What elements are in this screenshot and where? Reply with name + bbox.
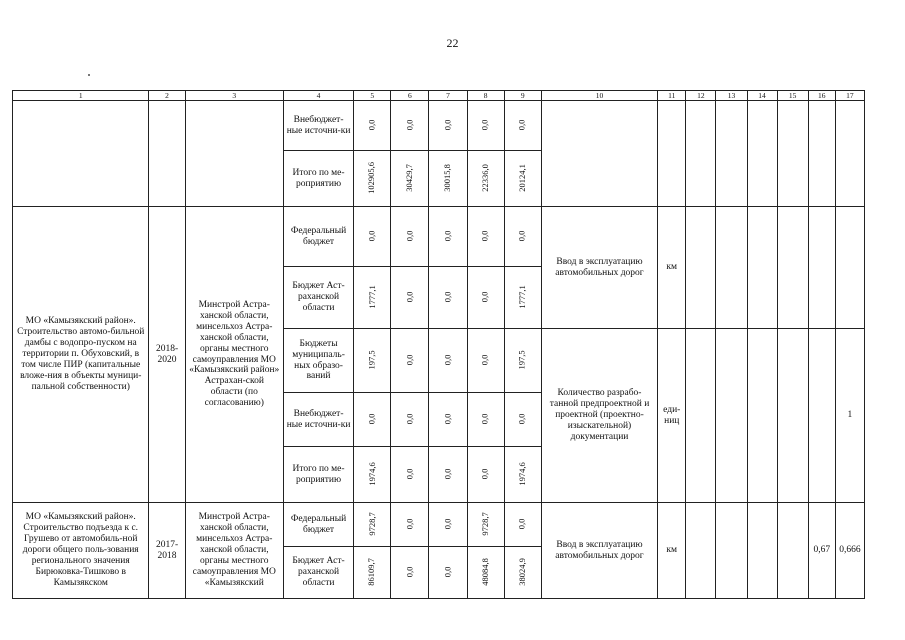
- program-table: [12, 90, 865, 599]
- funding-source: Итого по ме-роприятию: [283, 151, 353, 207]
- indicator-cell: [541, 101, 657, 207]
- col-number: 3: [185, 91, 283, 101]
- col-number: 5: [354, 91, 391, 101]
- period: 2018-2020: [149, 207, 185, 503]
- period-cell: [149, 101, 185, 207]
- value-cell: 0,0: [504, 207, 541, 267]
- page-number: 22: [446, 36, 459, 50]
- col-number: 2: [149, 91, 185, 101]
- value-cell: 0,0: [429, 267, 467, 329]
- empty-cell: [716, 503, 747, 599]
- indicator-value: 0,67: [808, 503, 835, 599]
- column-number-row: [13, 91, 865, 101]
- value-cell: 0,0: [391, 547, 429, 599]
- value-cell: 0,0: [429, 503, 467, 547]
- value-cell: 0,0: [391, 267, 429, 329]
- funding-source: Бюджет Аст-раханской области: [283, 267, 353, 329]
- empty-cell: [747, 207, 777, 329]
- empty-cell: [747, 503, 777, 599]
- empty-cell: [716, 207, 747, 329]
- scan-speck: [88, 74, 90, 76]
- executor: Минстрой Астра-ханской области, минсельхоз Астра-ханской области, органы местного самоуправления МО «Камызякский район» Астрахан-ской области (по согласованию): [185, 207, 283, 503]
- unit-cell: [658, 101, 686, 207]
- executor-cell: [185, 101, 283, 207]
- value-cell: 30429,7: [391, 151, 429, 207]
- indicator-unit: км: [658, 207, 686, 329]
- value-cell: 30015,8: [429, 151, 467, 207]
- value-cell: 0,0: [391, 101, 429, 151]
- value-cell: 1777,1: [504, 267, 541, 329]
- value-cell: 0,0: [354, 207, 391, 267]
- table-row: [13, 101, 865, 151]
- col-number: 17: [835, 91, 864, 101]
- executor: Минстрой Астра-ханской области, минсельхоз Астра-ханской области, органы местного самоуправления МО «Камызякский: [185, 503, 283, 599]
- value-cell: 0,0: [391, 207, 429, 267]
- value-cell: 22336,0: [467, 151, 504, 207]
- empty-cell: [808, 329, 835, 503]
- value-cell: 9728,7: [467, 503, 504, 547]
- indicator-value: 0,666: [835, 503, 864, 599]
- empty-cell: [808, 101, 835, 207]
- value-cell: 0,0: [467, 393, 504, 447]
- value-cell: 0,0: [429, 393, 467, 447]
- col-number: 7: [429, 91, 467, 101]
- value-cell: 0,0: [429, 547, 467, 599]
- empty-cell: [835, 101, 864, 207]
- col-number: 1: [13, 91, 149, 101]
- col-number: 6: [391, 91, 429, 101]
- value-cell: 197,5: [354, 329, 391, 393]
- funding-source: Федеральный бюджет: [283, 207, 353, 267]
- col-number: 9: [504, 91, 541, 101]
- value-cell: 9728,7: [354, 503, 391, 547]
- col-number: 14: [747, 91, 777, 101]
- value-cell: 197,5: [504, 329, 541, 393]
- value-cell: 0,0: [391, 503, 429, 547]
- value-cell: 0,0: [467, 207, 504, 267]
- value-cell: 0,0: [467, 329, 504, 393]
- empty-cell: [686, 207, 716, 329]
- empty-cell: [747, 329, 777, 503]
- value-cell: 102905,6: [354, 151, 391, 207]
- col-number: 13: [716, 91, 747, 101]
- value-cell: 0,0: [504, 393, 541, 447]
- value-cell: 1777,1: [354, 267, 391, 329]
- value-cell: 0,0: [391, 393, 429, 447]
- funding-source: Бюджет Аст-раханской области: [283, 547, 353, 599]
- value-cell: 0,0: [467, 267, 504, 329]
- empty-cell: [686, 503, 716, 599]
- project-name: МО «Камызякский район». Строительство подъезда к с. Грушево от автомобиль-ной дороги общего поль-зования регионального значения Бирюковка-Тишково в Камызякском: [13, 503, 149, 599]
- value-cell: 0,0: [429, 207, 467, 267]
- value-cell: 0,0: [504, 101, 541, 151]
- col-number: 11: [658, 91, 686, 101]
- value-cell: 0,0: [354, 393, 391, 447]
- empty-cell: [686, 329, 716, 503]
- table-row: [13, 503, 865, 547]
- empty-cell: [716, 101, 747, 207]
- col-number: 12: [686, 91, 716, 101]
- table-row: [13, 207, 865, 267]
- value-cell: 0,0: [429, 329, 467, 393]
- indicator-name: Ввод в эксплуатацию автомобильных дорог: [541, 207, 657, 329]
- empty-cell: [747, 101, 777, 207]
- col-number: 4: [283, 91, 353, 101]
- indicator-unit: еди-ниц: [658, 329, 686, 503]
- empty-cell: [777, 503, 808, 599]
- empty-cell: [686, 101, 716, 207]
- value-cell: 0,0: [467, 101, 504, 151]
- empty-cell: [716, 329, 747, 503]
- empty-cell: [777, 329, 808, 503]
- value-cell: 1974,6: [354, 447, 391, 503]
- col-number: 15: [777, 91, 808, 101]
- funding-source: Внебюджет-ные источни-ки: [283, 101, 353, 151]
- period: 2017-2018: [149, 503, 185, 599]
- project-name-cell: [13, 101, 149, 207]
- empty-cell: [808, 207, 835, 329]
- empty-cell: [835, 207, 864, 329]
- value-cell: 0,0: [504, 503, 541, 547]
- col-number: 10: [541, 91, 657, 101]
- col-number: 8: [467, 91, 504, 101]
- value-cell: 0,0: [391, 447, 429, 503]
- indicator-unit: км: [658, 503, 686, 599]
- value-cell: 0,0: [354, 101, 391, 151]
- empty-cell: [777, 101, 808, 207]
- empty-cell: [777, 207, 808, 329]
- value-cell: 0,0: [429, 447, 467, 503]
- indicator-name: Ввод в эксплуатацию автомобильных дорог: [541, 503, 657, 599]
- value-cell: 1974,6: [504, 447, 541, 503]
- value-cell: 86109,7: [354, 547, 391, 599]
- funding-source: Бюджеты муниципаль-ных образо-ваний: [283, 329, 353, 393]
- value-cell: 20124,1: [504, 151, 541, 207]
- value-cell: 0,0: [391, 329, 429, 393]
- indicator-value: 1: [835, 329, 864, 503]
- funding-source: Федеральный бюджет: [283, 503, 353, 547]
- value-cell: 48084,8: [467, 547, 504, 599]
- value-cell: 0,0: [429, 101, 467, 151]
- value-cell: 0,0: [467, 447, 504, 503]
- project-name: МО «Камызякский район». Строительство автомо-бильной дамбы с водопро-пуском на территории п. Обуховский, в том числе ПИР (капитальные вложе-ния в объекты муници-пальной собственности): [13, 207, 149, 503]
- col-number: 16: [808, 91, 835, 101]
- value-cell: 38024,9: [504, 547, 541, 599]
- indicator-name: Количество разрабо-танной предпроектной и проектной (проектно-изыскательной) документации: [541, 329, 657, 503]
- funding-source: Внебюджет-ные источни-ки: [283, 393, 353, 447]
- funding-source: Итого по ме-роприятию: [283, 447, 353, 503]
